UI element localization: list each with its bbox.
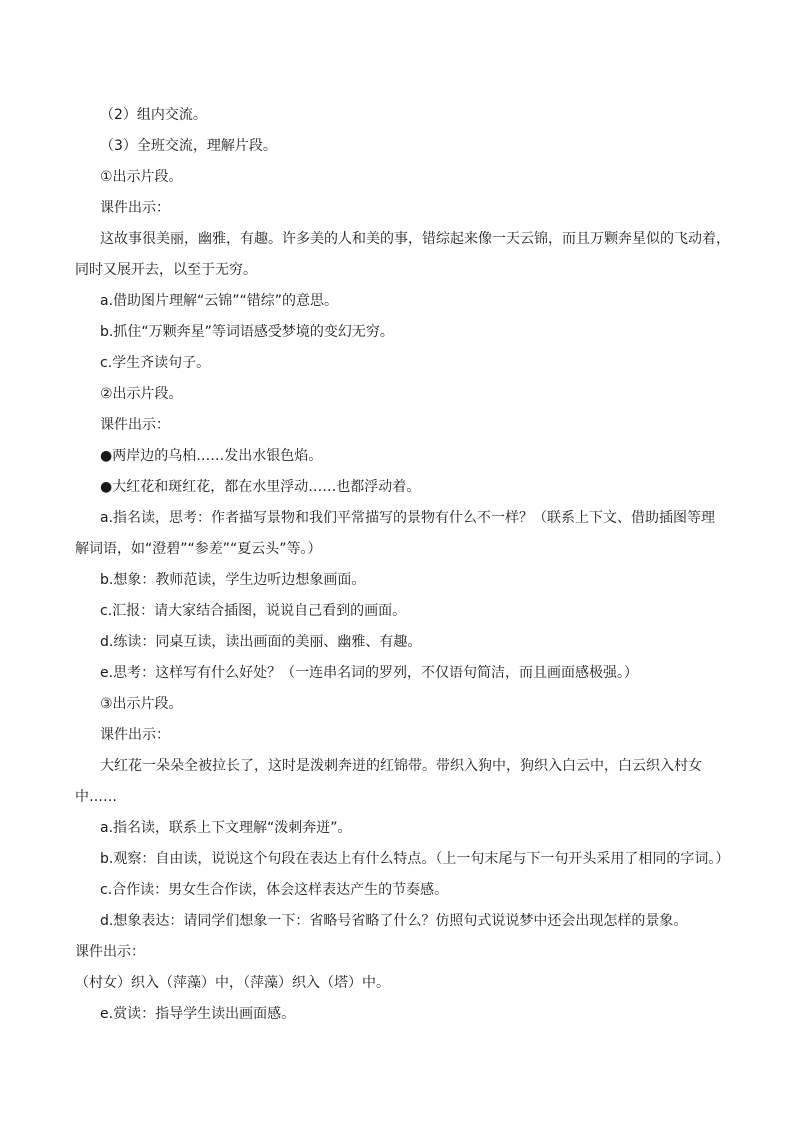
item-a-think-line-2: 解词语，如“澄碧”“参差”“夏云头”等。）	[75, 541, 322, 557]
bullet-red-flowers: ●大红花和斑红花，都在水里浮动……也都浮动着。	[100, 479, 421, 495]
sentence-pattern-example: （村女）织入（萍藻）中，（萍藻）织入（塔）中。	[75, 975, 390, 991]
item-b-stars: b.抓住“万颗奔星”等词语感受梦境的变幻无穷。	[100, 324, 394, 340]
item-b-imagine: b.想象：教师范读，学生边听边想象画面。	[100, 572, 366, 588]
step-class-exchange: （3）全班交流，理解片段。	[100, 138, 277, 154]
item-a-read-understand: a.指名读，联系上下文理解“泼刺奔迸”。	[100, 820, 352, 836]
excerpt-1-line-2: 同时又展开去，以至于无穷。	[75, 262, 257, 278]
courseware-label: 课件出示：	[100, 417, 170, 433]
item-c-report: c.汇报：请大家结合插图，说说自己看到的画面。	[100, 603, 407, 619]
item-c-read-together: c.学生齐读句子。	[100, 355, 211, 371]
item-a-think-paragraph	[75, 503, 740, 565]
excerpt-3-line-1: 大红花一朵朵全被拉长了，这时是泼刺奔迸的红锦带。带织入狗中，狗织入白云中，白云织入村女	[100, 758, 702, 774]
courseware-label: 课件出示：	[100, 727, 170, 743]
item-a-cloud-brocade: a.借助图片理解“云锦”“错综”的意思。	[100, 293, 339, 309]
bullet-riverbank: ●两岸边的乌柏……发出水银色焰。	[100, 448, 323, 464]
item-b-observe: b.观察：自由读，说说这个句段在表达上有什么特点。（上一句末尾与下一句开头采用了相同的字词。）	[100, 851, 730, 867]
excerpt-3-line-2: 中……	[75, 789, 117, 805]
courseware-label: 课件出示：	[75, 944, 145, 960]
step-group-exchange: （2）组内交流。	[100, 107, 207, 123]
show-excerpt-3: ③出示片段。	[100, 696, 183, 712]
item-a-think-line-1: a.指名读，思考：作者描写景物和我们平常描写的景物有什么不一样？（联系上下文、借助插图等理	[100, 510, 716, 526]
item-e-think: e.思考：这样写有什么好处？（一连串名词的罗列，不仅语句简洁，而且画面感极强。）	[100, 665, 639, 681]
excerpt-3-paragraph	[75, 751, 740, 813]
excerpt-1-paragraph	[75, 224, 740, 286]
item-d-practice-read: d.练读：同桌互读，读出画面的美丽、幽雅、有趣。	[100, 634, 422, 650]
excerpt-1-line-1: 这故事很美丽，幽雅，有趣。许多美的人和美的事，错综起来像一天云锦，而且万颗奔星似的飞动着，	[100, 231, 730, 247]
show-excerpt-2: ②出示片段。	[100, 386, 183, 402]
show-excerpt-1: ①出示片段。	[100, 169, 183, 185]
item-e-appreciate-read: e.赏读：指导学生读出画面感。	[100, 1006, 296, 1022]
courseware-label: 课件出示：	[100, 200, 170, 216]
document-body	[75, 100, 740, 1030]
item-d-imagine-express: d.想象表达：请同学们想象一下：省略号省略了什么？仿照句式说说梦中还会出现怎样的景象。	[100, 913, 688, 929]
item-c-cooperative-read: c.合作读：男女生合作读，体会这样表达产生的节奏感。	[100, 882, 449, 898]
